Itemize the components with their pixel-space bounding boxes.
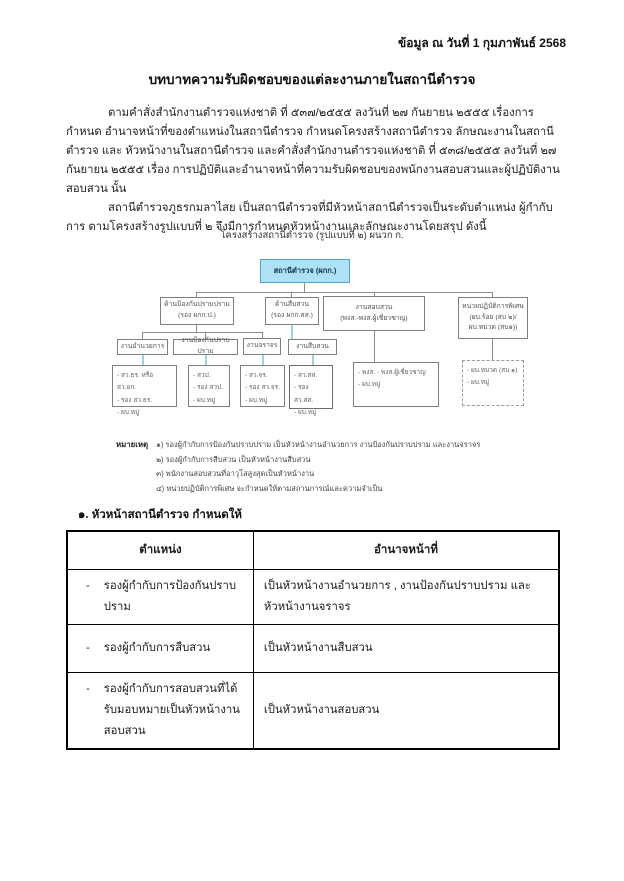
staff-line: - สวป. <box>193 372 211 379</box>
duty-table <box>66 530 560 750</box>
notes-items <box>156 438 480 497</box>
org-staff-inquiry <box>353 362 439 407</box>
branch-sublabel: (รอง ผกก.สส.) <box>271 312 313 319</box>
duty-cell: เป็นหัวหน้างานสอบสวน <box>253 672 559 749</box>
staff-line: - รอง สว.สส. <box>294 384 314 404</box>
branch-label: หน่วยปฏิบัติการพิเศษ <box>462 303 524 311</box>
org-unit-traffic <box>243 338 281 355</box>
staff-line: - ผบ.หมู่ <box>294 409 317 417</box>
unit-label: งานอำนวยการ <box>120 342 165 350</box>
org-root-box <box>260 259 350 283</box>
staff-line: - ผบ.หมู่ <box>467 379 490 387</box>
connector-line <box>196 325 197 332</box>
paragraph: ตามคำสั่งสำนักงานตำรวจแห่งชาติ ที่ ๕๓๗/๒๕๕๕ ลงวันที่ ๒๗ กันยายน ๒๕๕๕ เรื่องการกำหนด อำนาจหน้าที่ของตำแหน่งในสถานีตำรวจ กำหนดโครงสร้างสถานีตำรวจ ลักษณะงานในสถานีตำรวจ และ หัวหน้างานในสถานีตำรวจ และคำสั่งสำนักงานตำรวจแห่งชาติ ที่ ๕๓๘/๒๕๕๕ ลงวันที่ ๒๗ กันยายน ๒๕๕๕ เรื่อง การปฏิบัติและอำนาจหน้าที่ความรับผิดชอบของพนักงานสอบสวนและผู้ปฏิบัติงานสอบสวน นั้น <box>66 107 560 195</box>
unit-label: งานสืบสวน <box>296 342 329 350</box>
branch-sublabel: (ผบ.ร้อย (สบ ๒)/ <box>469 313 517 321</box>
notes-label: หมายเหตุ <box>116 440 149 449</box>
staff-line: - สว.ธร. หรือ สว.อก. <box>117 372 154 392</box>
staff-line: - สว.สส. <box>294 372 318 379</box>
table-header-row <box>67 531 559 569</box>
org-root-label: สถานีตำรวจ (ผกก.) <box>273 266 337 276</box>
org-staff-special-ops <box>462 360 524 406</box>
duty-cell: เป็นหัวหน้างานอำนวยการ , งานป้องกันปราบปราม และหัวหน้างานจราจร <box>253 569 559 624</box>
connector-line <box>304 283 305 292</box>
org-chart-title: โครงสร้างสถานีตำรวจ (รูปแบบที่ ๒) ผนวก ก. <box>220 230 404 241</box>
note-item: ๔) หน่วยปฏิบัติการพิเศษ จะกำหนดให้ตามสถานการณ์และความจำเป็น <box>156 483 383 493</box>
staff-line: - ผบ.หมวด (สบ ๑) <box>467 367 518 374</box>
branch-sublabel: (พงส.-พงส.ผู้เชี่ยวชาญ) <box>340 314 408 322</box>
staff-line: - ผบ.หมู่ <box>117 409 140 417</box>
org-staff-traffic <box>240 365 285 407</box>
bullet-dash: - <box>86 579 90 592</box>
branch-sublabel: ผบ.หมวด (สบ๑)) <box>468 324 518 332</box>
paragraph: สถานีตำรวจภูธรกมลาไสย เป็นสถานีตำรวจที่มีหัวหน้าสถานีตำรวจเป็นระดับตำแหน่ง ผู้กำกับการ ตามโครงสร้างรูปแบบที่ ๒ จึงมีการกำหนดหัวหน้างานและลักษณะงานโดยสรุป ดังนี้ <box>66 202 553 233</box>
staff-line: - รอง สว.จร. <box>245 384 280 392</box>
position-cell <box>67 672 253 749</box>
table-row <box>67 569 559 624</box>
position-cell <box>67 624 253 672</box>
body-text <box>66 104 562 237</box>
connector-line <box>312 355 314 365</box>
chart-notes <box>116 438 480 497</box>
note-item: ๑) รองผู้กำกับการป้องกันปราบปราม เป็นหัวหน้างานอำนวยการ งานป้องกันปราบปราม และงานจราจร <box>156 440 481 449</box>
staff-line: - พงส. - พงส.ผู้เชี่ยวชาญ <box>358 369 426 376</box>
connector-line <box>291 325 293 339</box>
position-text: รองผู้กำกับการป้องกันปราบปราม <box>103 579 236 613</box>
org-staff-investigation <box>289 365 333 417</box>
org-branch-special-ops <box>458 297 528 339</box>
header-position: ตำแหน่ง <box>67 531 253 569</box>
branch-label: ด้านสืบสวน <box>275 301 309 309</box>
connector-line <box>142 332 263 333</box>
branch-sublabel: (รอง ผกก.ป.) <box>178 312 216 319</box>
bullet-dash: - <box>86 682 90 695</box>
section-heading: ๑. หัวหน้าสถานีตำรวจ กำหนดให้ <box>78 509 242 521</box>
staff-line: - ผบ.หมู่ <box>193 396 216 404</box>
org-unit-prevention <box>173 339 238 355</box>
connector-line <box>142 355 144 365</box>
staff-line: - รอง สว.ธร. <box>117 396 153 404</box>
table-row <box>67 672 559 749</box>
note-item: ๓) พนักงานสอบสวนที่อาวุโสสูงสุดเป็นหัวหน้างาน <box>156 469 315 479</box>
org-branch-prevention <box>160 297 234 325</box>
connector-line <box>142 332 143 339</box>
note-item: ๒) รองผู้กำกับการสืบสวน เป็นหัวหน้างานสืบสวน <box>156 454 311 464</box>
position-cell <box>67 569 253 624</box>
position-text: รองผู้กำกับการสอบสวนที่ได้รับมอบหมายเป็นหัวหน้างาน สอบสวน <box>103 682 240 737</box>
table-row <box>67 624 559 672</box>
date-note: ข้อมูล ณ วันที่ 1 กุมภาพันธ์ 2568 <box>398 36 566 50</box>
staff-line: - ผบ.หมู่ <box>245 396 268 404</box>
bullet-dash: - <box>86 641 90 654</box>
unit-label: งานจราจร <box>246 342 278 350</box>
connector-line <box>196 292 493 293</box>
header-duty: อำนาจหน้าที่ <box>253 531 559 569</box>
staff-line: - ผบ.หมู่ <box>358 381 381 389</box>
org-branch-investigation <box>265 297 319 325</box>
branch-label: งานสอบสวน <box>355 303 393 311</box>
org-unit-administration <box>117 339 168 355</box>
connector-line <box>492 339 493 360</box>
org-chart <box>0 252 624 462</box>
duty-cell: เป็นหัวหน้างานสืบสวน <box>253 624 559 672</box>
org-staff-administration <box>112 365 177 417</box>
org-branch-inquiry <box>323 296 425 331</box>
staff-line: - รอง สวป. <box>193 384 223 392</box>
position-text: รองผู้กำกับการสืบสวน <box>103 641 211 654</box>
connector-line <box>262 355 264 365</box>
org-staff-prevention <box>188 365 230 407</box>
branch-label: ด้านป้องกันปราบปราม <box>164 301 230 309</box>
connector-line <box>374 331 375 362</box>
staff-line: - สว.จร. <box>245 372 268 379</box>
page-title: บทบาทความรับผิดชอบของแต่ละงานภายในสถานีตำรวจ <box>148 72 476 87</box>
org-unit-investigation <box>288 339 337 355</box>
unit-label: งานป้องกันปราบปราม <box>181 337 230 355</box>
